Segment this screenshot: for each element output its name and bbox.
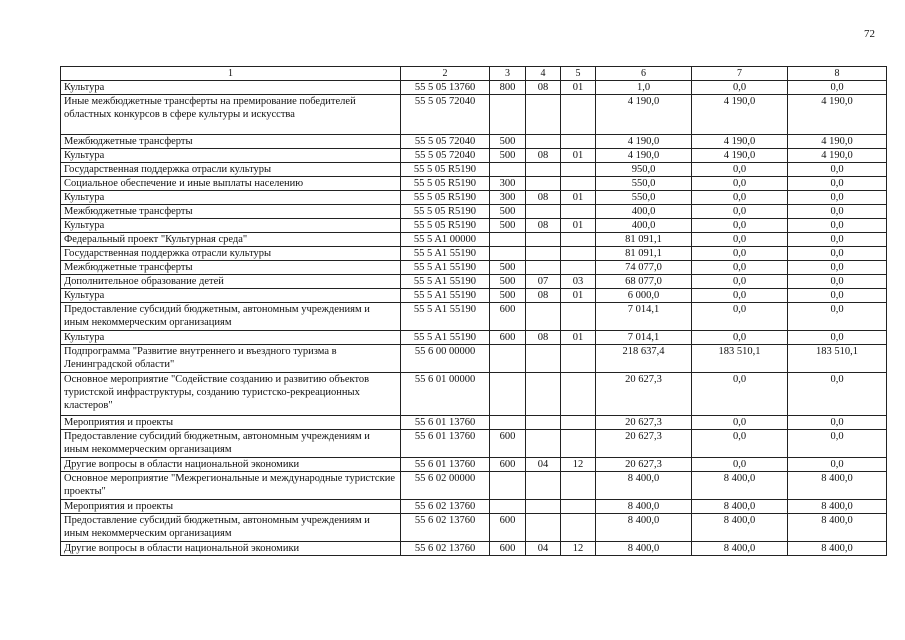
row-section-cell bbox=[526, 514, 561, 542]
row-value-col7-cell: 0,0 bbox=[692, 205, 788, 219]
row-code-cell: 55 6 01 13760 bbox=[401, 416, 490, 430]
header-cell-4: 4 bbox=[526, 67, 561, 81]
row-subsection-cell: 01 bbox=[561, 289, 596, 303]
row-value-col8-cell: 0,0 bbox=[788, 331, 887, 345]
row-value-col8-cell: 0,0 bbox=[788, 233, 887, 247]
row-code-cell: 55 6 00 00000 bbox=[401, 345, 490, 373]
row-value-col8-cell: 8 400,0 bbox=[788, 542, 887, 556]
header-cell-8: 8 bbox=[788, 67, 887, 81]
row-value-col6-cell: 4 190,0 bbox=[596, 149, 692, 163]
row-name-cell: Предоставление субсидий бюджетным, автономным учреждениям и иным некоммерческим организациям bbox=[61, 303, 401, 331]
header-cell-2: 2 bbox=[401, 67, 490, 81]
row-name-cell: Культура bbox=[61, 149, 401, 163]
row-subsection-cell: 01 bbox=[561, 331, 596, 345]
row-subsection-cell: 01 bbox=[561, 191, 596, 205]
row-value-col7-cell: 0,0 bbox=[692, 81, 788, 95]
row-value-col7-cell: 0,0 bbox=[692, 247, 788, 261]
row-value-col7-cell: 0,0 bbox=[692, 163, 788, 177]
row-expense-type-cell: 600 bbox=[490, 458, 526, 472]
row-expense-type-cell: 600 bbox=[490, 514, 526, 542]
row-code-cell: 55 5 05 R5190 bbox=[401, 177, 490, 191]
table-row bbox=[61, 331, 887, 345]
row-code-cell: 55 5 A1 55190 bbox=[401, 331, 490, 345]
row-code-cell: 55 5 05 R5190 bbox=[401, 205, 490, 219]
row-name-cell: Мероприятия и проекты bbox=[61, 500, 401, 514]
row-value-col8-cell: 0,0 bbox=[788, 261, 887, 275]
header-cell-6: 6 bbox=[596, 67, 692, 81]
row-value-col8-cell: 0,0 bbox=[788, 81, 887, 95]
row-section-cell bbox=[526, 416, 561, 430]
row-value-col7-cell: 0,0 bbox=[692, 373, 788, 416]
table-header-row bbox=[61, 67, 887, 81]
row-subsection-cell bbox=[561, 472, 596, 500]
row-name-cell: Государственная поддержка отрасли культуры bbox=[61, 163, 401, 177]
row-code-cell: 55 5 A1 55190 bbox=[401, 261, 490, 275]
row-code-cell: 55 5 05 R5190 bbox=[401, 191, 490, 205]
row-value-col6-cell: 8 400,0 bbox=[596, 542, 692, 556]
row-value-col8-cell: 0,0 bbox=[788, 289, 887, 303]
header-cell-3: 3 bbox=[490, 67, 526, 81]
row-value-col7-cell: 0,0 bbox=[692, 416, 788, 430]
budget-table-sheet bbox=[60, 66, 886, 556]
table-row bbox=[61, 303, 887, 331]
row-section-cell bbox=[526, 247, 561, 261]
row-code-cell: 55 6 02 13760 bbox=[401, 542, 490, 556]
row-value-col6-cell: 1,0 bbox=[596, 81, 692, 95]
row-value-col6-cell: 7 014,1 bbox=[596, 303, 692, 331]
table-row bbox=[61, 95, 887, 135]
table-row bbox=[61, 177, 887, 191]
row-value-col8-cell: 4 190,0 bbox=[788, 95, 887, 135]
row-section-cell bbox=[526, 472, 561, 500]
row-value-col7-cell: 0,0 bbox=[692, 191, 788, 205]
table-row bbox=[61, 219, 887, 233]
row-value-col6-cell: 550,0 bbox=[596, 177, 692, 191]
row-code-cell: 55 5 05 72040 bbox=[401, 135, 490, 149]
row-code-cell: 55 6 01 00000 bbox=[401, 373, 490, 416]
header-cell-5: 5 bbox=[561, 67, 596, 81]
row-code-cell: 55 5 A1 00000 bbox=[401, 233, 490, 247]
row-name-cell: Другие вопросы в области национальной экономики bbox=[61, 542, 401, 556]
table-row bbox=[61, 345, 887, 373]
row-value-col8-cell: 0,0 bbox=[788, 219, 887, 233]
row-subsection-cell bbox=[561, 95, 596, 135]
row-name-cell: Мероприятия и проекты bbox=[61, 416, 401, 430]
row-expense-type-cell bbox=[490, 416, 526, 430]
row-expense-type-cell bbox=[490, 247, 526, 261]
row-section-cell: 04 bbox=[526, 542, 561, 556]
row-subsection-cell bbox=[561, 135, 596, 149]
row-expense-type-cell: 500 bbox=[490, 261, 526, 275]
row-value-col6-cell: 400,0 bbox=[596, 219, 692, 233]
table-row bbox=[61, 416, 887, 430]
row-name-cell: Подпрограмма "Развитие внутреннего и въездного туризма в Ленинградской области" bbox=[61, 345, 401, 373]
row-value-col7-cell: 0,0 bbox=[692, 289, 788, 303]
row-value-col7-cell: 4 190,0 bbox=[692, 135, 788, 149]
row-subsection-cell: 01 bbox=[561, 219, 596, 233]
row-section-cell: 07 bbox=[526, 275, 561, 289]
row-name-cell: Культура bbox=[61, 81, 401, 95]
row-section-cell bbox=[526, 205, 561, 219]
row-value-col7-cell: 0,0 bbox=[692, 233, 788, 247]
table-row bbox=[61, 81, 887, 95]
row-expense-type-cell: 500 bbox=[490, 135, 526, 149]
row-section-cell bbox=[526, 430, 561, 458]
row-expense-type-cell: 500 bbox=[490, 219, 526, 233]
row-code-cell: 55 5 05 R5190 bbox=[401, 163, 490, 177]
row-value-col6-cell: 8 400,0 bbox=[596, 500, 692, 514]
row-section-cell: 08 bbox=[526, 191, 561, 205]
row-value-col7-cell: 0,0 bbox=[692, 219, 788, 233]
row-value-col8-cell: 0,0 bbox=[788, 430, 887, 458]
row-code-cell: 55 6 02 13760 bbox=[401, 500, 490, 514]
row-section-cell: 08 bbox=[526, 219, 561, 233]
header-cell-1: 1 bbox=[61, 67, 401, 81]
row-subsection-cell bbox=[561, 416, 596, 430]
row-value-col7-cell: 0,0 bbox=[692, 458, 788, 472]
row-code-cell: 55 6 02 13760 bbox=[401, 514, 490, 542]
row-subsection-cell: 12 bbox=[561, 458, 596, 472]
row-name-cell: Предоставление субсидий бюджетным, автономным учреждениям и иным некоммерческим организациям bbox=[61, 514, 401, 542]
row-expense-type-cell: 600 bbox=[490, 542, 526, 556]
row-name-cell: Предоставление субсидий бюджетным, автономным учреждениям и иным некоммерческим организациям bbox=[61, 430, 401, 458]
row-value-col7-cell: 8 400,0 bbox=[692, 472, 788, 500]
row-value-col8-cell: 4 190,0 bbox=[788, 135, 887, 149]
row-code-cell: 55 6 01 13760 bbox=[401, 458, 490, 472]
row-name-cell: Межбюджетные трансферты bbox=[61, 205, 401, 219]
row-value-col6-cell: 20 627,3 bbox=[596, 416, 692, 430]
row-value-col6-cell: 20 627,3 bbox=[596, 430, 692, 458]
row-subsection-cell bbox=[561, 373, 596, 416]
row-value-col8-cell: 8 400,0 bbox=[788, 500, 887, 514]
row-value-col6-cell: 950,0 bbox=[596, 163, 692, 177]
row-expense-type-cell: 800 bbox=[490, 81, 526, 95]
row-name-cell: Социальное обеспечение и иные выплаты населению bbox=[61, 177, 401, 191]
row-section-cell: 08 bbox=[526, 289, 561, 303]
row-subsection-cell bbox=[561, 345, 596, 373]
table-row bbox=[61, 514, 887, 542]
row-subsection-cell bbox=[561, 233, 596, 247]
row-value-col8-cell: 0,0 bbox=[788, 177, 887, 191]
table-row bbox=[61, 149, 887, 163]
row-value-col7-cell: 8 400,0 bbox=[692, 514, 788, 542]
table-row bbox=[61, 500, 887, 514]
row-expense-type-cell: 600 bbox=[490, 331, 526, 345]
row-value-col8-cell: 0,0 bbox=[788, 275, 887, 289]
row-code-cell: 55 5 A1 55190 bbox=[401, 303, 490, 331]
row-value-col7-cell: 4 190,0 bbox=[692, 149, 788, 163]
row-expense-type-cell: 600 bbox=[490, 303, 526, 331]
row-subsection-cell: 01 bbox=[561, 149, 596, 163]
row-code-cell: 55 5 05 13760 bbox=[401, 81, 490, 95]
row-name-cell: Государственная поддержка отрасли культуры bbox=[61, 247, 401, 261]
row-name-cell: Культура bbox=[61, 191, 401, 205]
row-value-col6-cell: 20 627,3 bbox=[596, 373, 692, 416]
row-value-col6-cell: 8 400,0 bbox=[596, 472, 692, 500]
table-row bbox=[61, 458, 887, 472]
row-subsection-cell: 03 bbox=[561, 275, 596, 289]
row-value-col6-cell: 81 091,1 bbox=[596, 247, 692, 261]
page-number: 72 bbox=[864, 28, 875, 40]
row-code-cell: 55 5 05 R5190 bbox=[401, 219, 490, 233]
budget-table bbox=[60, 66, 887, 556]
row-expense-type-cell: 500 bbox=[490, 205, 526, 219]
row-value-col7-cell: 0,0 bbox=[692, 261, 788, 275]
table-row bbox=[61, 205, 887, 219]
row-value-col7-cell: 0,0 bbox=[692, 275, 788, 289]
table-row bbox=[61, 233, 887, 247]
row-expense-type-cell: 500 bbox=[490, 289, 526, 303]
table-row bbox=[61, 430, 887, 458]
row-name-cell: Дополнительное образование детей bbox=[61, 275, 401, 289]
row-subsection-cell bbox=[561, 500, 596, 514]
row-subsection-cell bbox=[561, 163, 596, 177]
row-value-col8-cell: 0,0 bbox=[788, 416, 887, 430]
row-section-cell bbox=[526, 135, 561, 149]
row-expense-type-cell bbox=[490, 233, 526, 247]
row-value-col7-cell: 8 400,0 bbox=[692, 500, 788, 514]
row-name-cell: Основное мероприятие "Межрегиональные и международные туристские проекты" bbox=[61, 472, 401, 500]
row-expense-type-cell bbox=[490, 500, 526, 514]
row-code-cell: 55 5 A1 55190 bbox=[401, 275, 490, 289]
table-row bbox=[61, 135, 887, 149]
row-value-col6-cell: 4 190,0 bbox=[596, 95, 692, 135]
row-section-cell: 08 bbox=[526, 149, 561, 163]
row-expense-type-cell bbox=[490, 163, 526, 177]
table-row bbox=[61, 542, 887, 556]
table-row bbox=[61, 275, 887, 289]
row-value-col8-cell: 0,0 bbox=[788, 373, 887, 416]
row-value-col8-cell: 0,0 bbox=[788, 303, 887, 331]
row-subsection-cell bbox=[561, 177, 596, 191]
row-name-cell: Культура bbox=[61, 331, 401, 345]
row-section-cell bbox=[526, 345, 561, 373]
table-row bbox=[61, 472, 887, 500]
row-subsection-cell: 01 bbox=[561, 81, 596, 95]
row-value-col8-cell: 0,0 bbox=[788, 163, 887, 177]
row-code-cell: 55 5 A1 55190 bbox=[401, 247, 490, 261]
row-value-col6-cell: 6 000,0 bbox=[596, 289, 692, 303]
row-value-col8-cell: 8 400,0 bbox=[788, 514, 887, 542]
row-value-col6-cell: 20 627,3 bbox=[596, 458, 692, 472]
row-name-cell: Межбюджетные трансферты bbox=[61, 135, 401, 149]
row-expense-type-cell: 300 bbox=[490, 177, 526, 191]
row-expense-type-cell: 300 bbox=[490, 191, 526, 205]
row-value-col7-cell: 4 190,0 bbox=[692, 95, 788, 135]
row-value-col6-cell: 550,0 bbox=[596, 191, 692, 205]
row-value-col8-cell: 0,0 bbox=[788, 458, 887, 472]
row-value-col7-cell: 0,0 bbox=[692, 430, 788, 458]
row-value-col7-cell: 0,0 bbox=[692, 331, 788, 345]
row-value-col8-cell: 0,0 bbox=[788, 191, 887, 205]
row-code-cell: 55 5 A1 55190 bbox=[401, 289, 490, 303]
row-expense-type-cell: 500 bbox=[490, 275, 526, 289]
row-value-col8-cell: 0,0 bbox=[788, 247, 887, 261]
row-section-cell bbox=[526, 95, 561, 135]
row-code-cell: 55 6 01 13760 bbox=[401, 430, 490, 458]
table-row bbox=[61, 373, 887, 416]
row-value-col7-cell: 0,0 bbox=[692, 303, 788, 331]
row-section-cell: 04 bbox=[526, 458, 561, 472]
row-code-cell: 55 5 05 72040 bbox=[401, 95, 490, 135]
row-value-col7-cell: 183 510,1 bbox=[692, 345, 788, 373]
row-value-col7-cell: 8 400,0 bbox=[692, 542, 788, 556]
row-value-col6-cell: 218 637,4 bbox=[596, 345, 692, 373]
row-subsection-cell bbox=[561, 261, 596, 275]
row-section-cell bbox=[526, 177, 561, 191]
table-row bbox=[61, 247, 887, 261]
row-value-col8-cell: 0,0 bbox=[788, 205, 887, 219]
row-subsection-cell: 12 bbox=[561, 542, 596, 556]
table-row bbox=[61, 191, 887, 205]
table-row bbox=[61, 261, 887, 275]
row-expense-type-cell bbox=[490, 345, 526, 373]
row-section-cell: 08 bbox=[526, 81, 561, 95]
table-row bbox=[61, 163, 887, 177]
row-expense-type-cell bbox=[490, 373, 526, 416]
row-value-col6-cell: 8 400,0 bbox=[596, 514, 692, 542]
row-expense-type-cell: 500 bbox=[490, 149, 526, 163]
row-value-col8-cell: 183 510,1 bbox=[788, 345, 887, 373]
row-name-cell: Культура bbox=[61, 219, 401, 233]
row-name-cell: Межбюджетные трансферты bbox=[61, 261, 401, 275]
row-expense-type-cell bbox=[490, 95, 526, 135]
row-subsection-cell bbox=[561, 430, 596, 458]
table-row bbox=[61, 289, 887, 303]
row-name-cell: Другие вопросы в области национальной экономики bbox=[61, 458, 401, 472]
row-value-col6-cell: 68 077,0 bbox=[596, 275, 692, 289]
row-name-cell: Федеральный проект "Культурная среда" bbox=[61, 233, 401, 247]
row-section-cell bbox=[526, 303, 561, 331]
row-name-cell: Основное мероприятие "Содействие созданию и развитию объектов туристской инфраструктуры, созданию туристско-рекреационных кластеров" bbox=[61, 373, 401, 416]
row-value-col7-cell: 0,0 bbox=[692, 177, 788, 191]
row-section-cell bbox=[526, 163, 561, 177]
row-value-col6-cell: 4 190,0 bbox=[596, 135, 692, 149]
header-cell-7: 7 bbox=[692, 67, 788, 81]
row-name-cell: Культура bbox=[61, 289, 401, 303]
row-subsection-cell bbox=[561, 303, 596, 331]
row-code-cell: 55 5 05 72040 bbox=[401, 149, 490, 163]
row-value-col8-cell: 4 190,0 bbox=[788, 149, 887, 163]
row-code-cell: 55 6 02 00000 bbox=[401, 472, 490, 500]
row-name-cell: Иные межбюджетные трансферты на премирование победителей областных конкурсов в сфере культуры и искусства bbox=[61, 95, 401, 135]
row-value-col6-cell: 74 077,0 bbox=[596, 261, 692, 275]
row-value-col8-cell: 8 400,0 bbox=[788, 472, 887, 500]
row-value-col6-cell: 400,0 bbox=[596, 205, 692, 219]
row-subsection-cell bbox=[561, 205, 596, 219]
row-section-cell bbox=[526, 500, 561, 514]
row-section-cell: 08 bbox=[526, 331, 561, 345]
row-value-col6-cell: 7 014,1 bbox=[596, 331, 692, 345]
row-expense-type-cell: 600 bbox=[490, 430, 526, 458]
row-value-col6-cell: 81 091,1 bbox=[596, 233, 692, 247]
row-subsection-cell bbox=[561, 247, 596, 261]
row-subsection-cell bbox=[561, 514, 596, 542]
row-section-cell bbox=[526, 373, 561, 416]
row-section-cell bbox=[526, 233, 561, 247]
row-expense-type-cell bbox=[490, 472, 526, 500]
row-section-cell bbox=[526, 261, 561, 275]
